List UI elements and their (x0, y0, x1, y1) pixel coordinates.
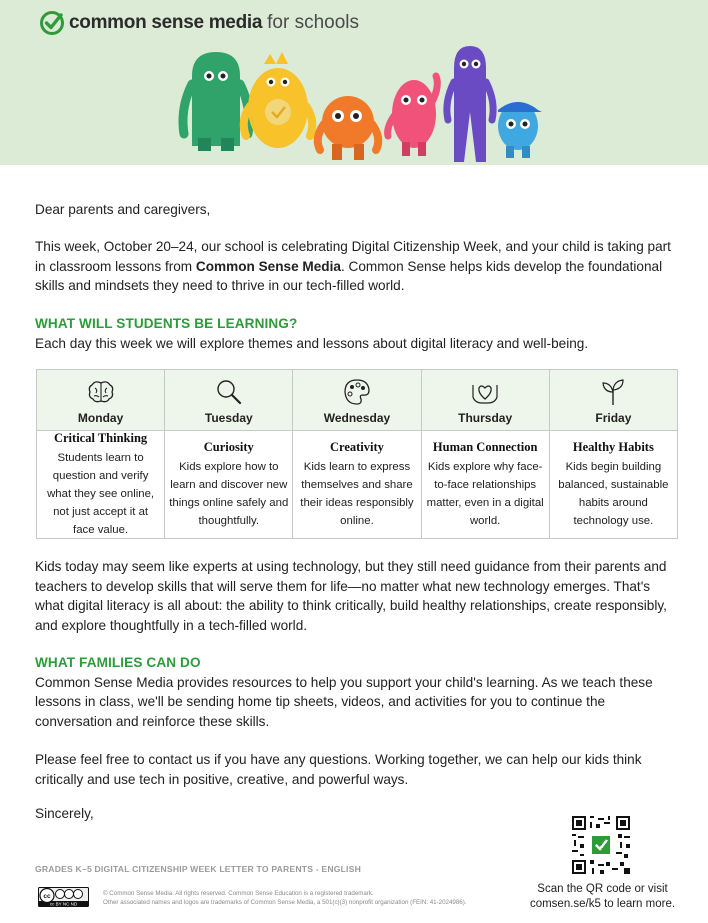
theme-description: Kids explore how to learn and discover new things online safely and thoughtfully. (169, 461, 289, 527)
theme-title: Creativity (330, 440, 384, 454)
weekly-themes-table (36, 369, 678, 539)
legal-notice (103, 889, 467, 907)
theme-cell-tuesday (165, 431, 293, 539)
legal-line-1: © Common Sense Media. All rights reserved. Common Sense Education is a registered trademark. (103, 890, 374, 897)
day-name-wednesday: Wednesday (323, 411, 391, 425)
theme-title: Human Connection (432, 440, 538, 454)
brand-suffix: for schools (267, 12, 359, 33)
qr-code[interactable] (572, 816, 630, 874)
blue-mascot (498, 102, 542, 158)
families-text: Common Sense Media provides resources to help you support your child's learning. As we teach these lessons in class, we'll be sending home tip sheets, videos, and activities for you to continue the conversation and reinforce these skills. (35, 674, 653, 729)
intro-text-start: This week, October 20–24, our school is celebrating Digital Citizenship Week, and your child is taking part in classroom lessons from (35, 239, 671, 274)
license-badge-text: cc BY NC ND (49, 901, 78, 907)
day-cell-tuesday (165, 370, 293, 431)
theme-cell-thursday (421, 431, 549, 539)
theme-title: Healthy Habits (572, 440, 654, 454)
yellow-mascot (244, 52, 313, 148)
day-cell-monday (37, 370, 165, 431)
orange-mascot (318, 96, 379, 160)
checkmark-logo-icon (39, 10, 65, 36)
magnifier-icon (214, 377, 244, 407)
greeting: Dear parents and caregivers, (35, 202, 211, 217)
header-banner (0, 0, 708, 165)
grade-label: GRADES K–5 DIGITAL CITIZENSHIP WEEK LETTER TO PARENTS - ENGLISH (35, 864, 361, 874)
closing: Sincerely, (35, 806, 94, 821)
legal-line-2: Other associated names and logos are trademarks of Common Sense Media, a 501(c)(3) nonprofit organization (FEIN: 41-2024986). (103, 899, 467, 906)
days-header-row (37, 370, 678, 431)
learning-text: Each day this week we will explore themes and lessons about digital literacy and well-being. (35, 335, 589, 351)
brand-name: common sense media (69, 12, 263, 33)
day-name-friday: Friday (595, 411, 632, 425)
qr-caption (520, 882, 685, 912)
families-heading: WHAT FAMILIES CAN DO (35, 655, 201, 670)
green-mascot (183, 52, 249, 151)
pink-mascot (388, 76, 438, 156)
theme-description: Kids begin building balanced, sustainable habits around technology use. (558, 461, 669, 527)
heart-hands-icon (470, 377, 500, 407)
day-cell-wednesday (293, 370, 421, 431)
brain-icon (86, 377, 116, 407)
day-cell-thursday (421, 370, 549, 431)
digital-literacy-paragraph: Kids today may seem like experts at using technology, but they still need guidance from their parents and teachers to develop skills that will serve them for life—no matter what new technology emerges. That's what digital literacy is all about: the ability to think critically, build healthy relationships, create responsibly, and explore thoughtfully in a tech-filled world. (35, 559, 667, 633)
sprout-icon (598, 377, 628, 407)
theme-title: Critical Thinking (53, 431, 148, 445)
svg-text:cc: cc (43, 893, 51, 900)
theme-cell-monday (37, 431, 165, 539)
brand-logo[interactable] (39, 10, 359, 36)
contact-paragraph: Please feel free to contact us if you have any questions. Working together, we can help our kids think critically and use tech in positive, creative, and powerful ways. (35, 752, 642, 787)
purple-mascot (447, 46, 493, 162)
mascot-characters-illustration (170, 38, 550, 165)
learning-heading: WHAT WILL STUDENTS BE LEARNING? (35, 316, 298, 331)
theme-description: Kids learn to express themselves and share their ideas responsibly online. (300, 461, 414, 527)
day-name-thursday: Thursday (458, 411, 513, 425)
day-name-monday: Monday (77, 411, 124, 425)
theme-cell-wednesday (293, 431, 421, 539)
theme-title: Curiosity (203, 440, 254, 454)
qr-caption-line-1: Scan the QR code or visit (537, 883, 668, 895)
palette-icon (342, 377, 372, 407)
theme-cell-friday (549, 431, 677, 539)
intro-brand-bold: Common Sense Media (195, 258, 341, 274)
theme-description: Kids explore why face-to-face relationships matter, even in a digital world. (426, 461, 544, 527)
day-cell-friday (549, 370, 677, 431)
theme-description: Students learn to question and verify what they see online, not just accept it at face value. (47, 452, 155, 536)
intro-paragraph (35, 237, 675, 296)
intro-text-end: . Common Sense helps kids develop the foundational skills and mindsets they need to thrive in our tech-filled world. (35, 258, 663, 294)
days-detail-row (37, 431, 678, 539)
families-section (35, 653, 675, 731)
creative-commons-license-icon[interactable] (38, 887, 89, 907)
qr-caption-line-2[interactable]: comsen.se/k5 to learn more. (529, 898, 676, 910)
learning-section (35, 314, 675, 353)
day-name-tuesday: Tuesday (204, 411, 253, 425)
